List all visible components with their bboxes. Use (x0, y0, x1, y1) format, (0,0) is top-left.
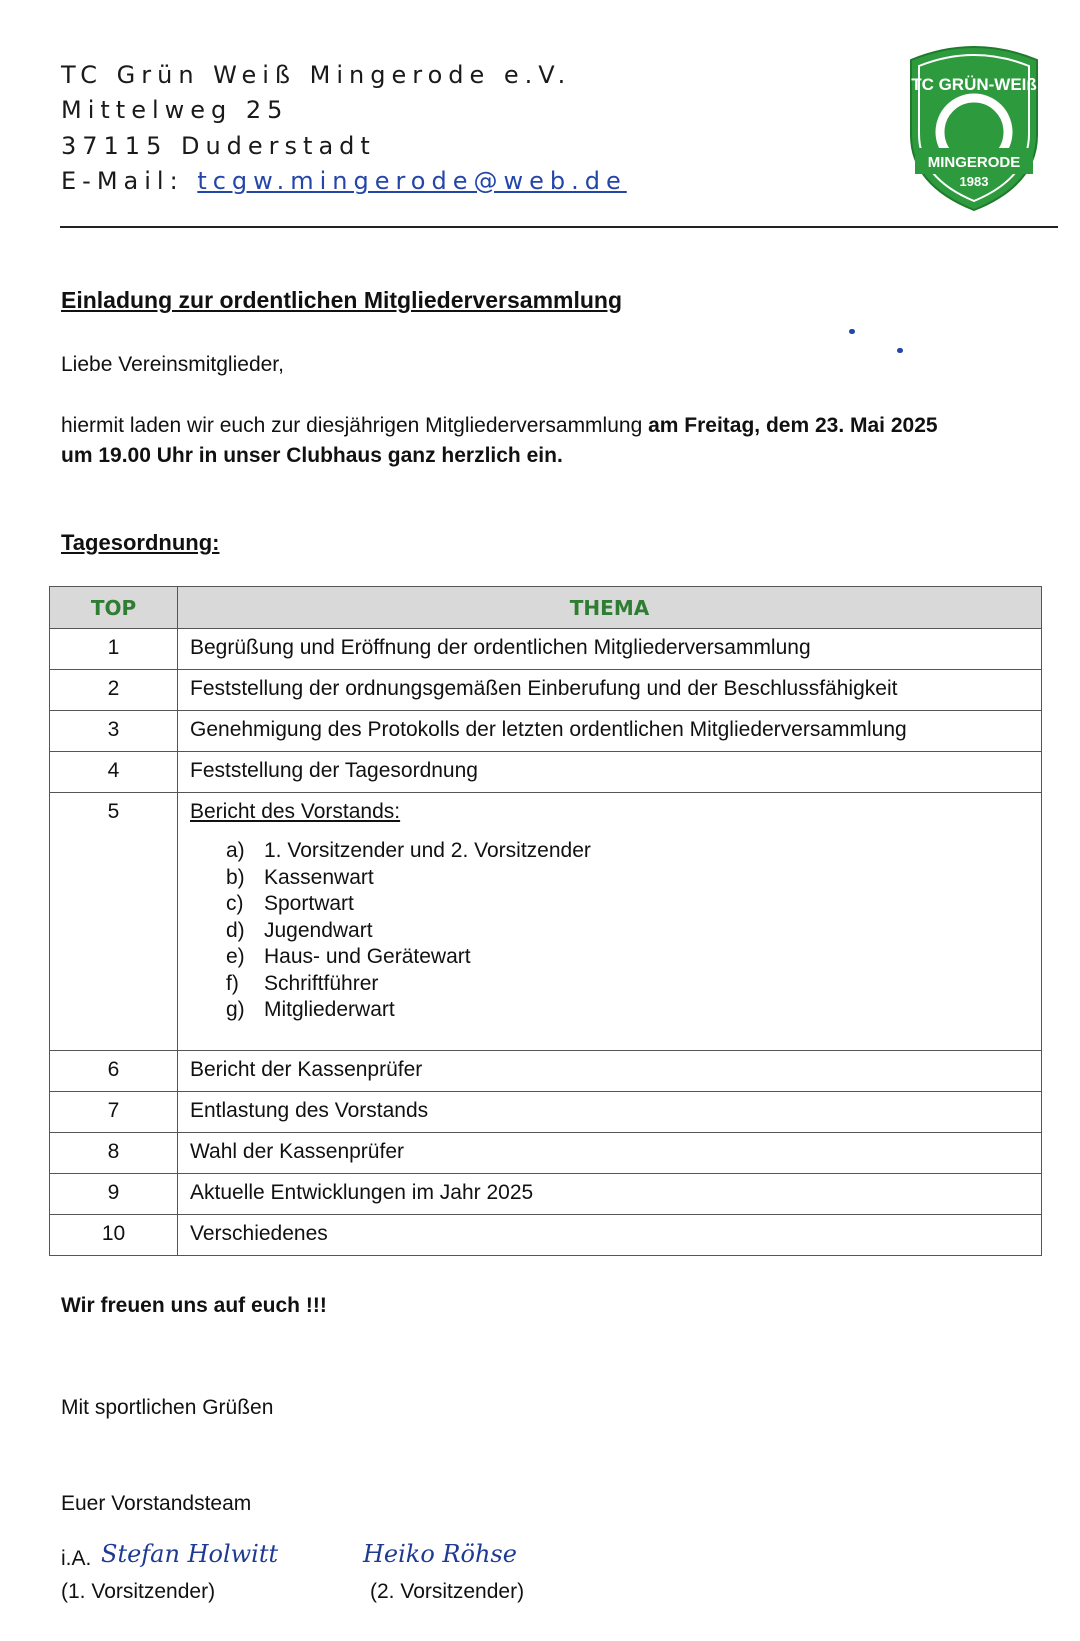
list-item: d) Jugendwart (226, 918, 373, 942)
top-topic: Bericht der Kassenprüfer (178, 1051, 1042, 1092)
top-number: 4 (50, 752, 178, 793)
table-row (50, 1174, 1042, 1215)
table-row (50, 1092, 1042, 1133)
list-item: g) Mitgliederwart (226, 998, 395, 1021)
top-topic: Entlastung des Vorstands (178, 1092, 1042, 1133)
table-row (50, 752, 1042, 793)
top-number: 9 (50, 1174, 178, 1215)
salutation: Liebe Vereinsmitglieder, (61, 353, 284, 376)
top-topic: Verschiedenes (178, 1215, 1042, 1256)
logo-year: 1983 (959, 174, 989, 189)
club-name: TC Grün Weiß Mingerode e.V. (61, 61, 572, 89)
column-header-topic: THEMA (178, 587, 1042, 629)
top-topic: Feststellung der Tagesordnung (178, 752, 1042, 793)
list-item: f) Schriftführer (226, 971, 379, 995)
top-topic: Wahl der Kassenprüfer (178, 1133, 1042, 1174)
table-header-row (50, 587, 1042, 629)
email-link[interactable]: tcgw.mingerode@web.de (197, 167, 627, 195)
intro-time-place: um 19.00 Uhr in unser Clubhaus ganz herzlich ein. (61, 444, 563, 467)
top-number: 3 (50, 711, 178, 752)
logo-top-text: TC GRÜN-WEIß (911, 75, 1037, 94)
ia-label: i.A. (61, 1547, 92, 1570)
role-second-chair: (2. Vorsitzender) (370, 1580, 525, 1603)
top-number: 8 (50, 1133, 178, 1174)
top-topic: Bericht des Vorstands: (190, 800, 401, 823)
table-row (50, 1215, 1042, 1256)
table-row (50, 711, 1042, 752)
top-topic: Aktuelle Entwicklungen im Jahr 2025 (178, 1174, 1042, 1215)
club-logo (905, 40, 1043, 212)
table-row (50, 629, 1042, 670)
list-item: e) Haus- und Gerätewart (226, 945, 471, 968)
column-header-top: TOP (50, 587, 178, 629)
intro-text: hiermit laden wir euch zur diesjährigen Mitgliederversammlung (61, 414, 649, 437)
closing-team: Euer Vorstandsteam (61, 1492, 252, 1515)
top-number: 10 (50, 1215, 178, 1256)
agenda-table (49, 586, 1042, 1256)
top-number: 1 (50, 629, 178, 670)
top-topic-report (178, 793, 1042, 1051)
club-street: Mittelweg 25 (61, 96, 289, 124)
top-number: 2 (50, 670, 178, 711)
letter-title: Einladung zur ordentlichen Mitgliederversammlung (61, 287, 623, 313)
top-number: 6 (50, 1051, 178, 1092)
top-topic: Begrüßung und Eröffnung der ordentlichen Mitgliederversammlung (178, 629, 1042, 670)
role-first-chair: (1. Vorsitzender) (61, 1580, 216, 1603)
signature-first-chair: Stefan Holwitt (101, 1540, 279, 1568)
top-number: 5 (50, 793, 178, 1051)
table-row (50, 670, 1042, 711)
ink-dot (849, 329, 855, 334)
top-topic: Genehmigung des Protokolls der letzten ordentlichen Mitgliederversammlung (178, 711, 1042, 752)
signature-second-chair: Heiko Röhse (363, 1540, 517, 1568)
top-topic: Feststellung der ordnungsgemäßen Einberufung und der Beschlussfähigkeit (178, 670, 1042, 711)
report-sublist (226, 838, 1041, 1024)
header-divider (60, 226, 1058, 228)
email-label: E-Mail: (61, 167, 184, 195)
ink-dot (897, 348, 903, 353)
table-row (50, 1051, 1042, 1092)
closing-cheer: Wir freuen uns auf euch !!! (61, 1294, 327, 1317)
closing-greeting: Mit sportlichen Grüßen (61, 1396, 274, 1419)
table-row (50, 1133, 1042, 1174)
agenda-heading: Tagesordnung: (61, 530, 220, 555)
list-item: c) Sportwart (226, 892, 354, 915)
intro-date: am Freitag, dem 23. Mai 2025 (648, 414, 938, 437)
logo-bottom-text: MINGERODE (927, 154, 1021, 171)
email-line (61, 166, 627, 196)
table-row (50, 793, 1042, 1051)
club-city: 37115 Duderstadt (61, 132, 376, 160)
list-item: b) Kassenwart (226, 865, 374, 889)
intro-paragraph (61, 411, 938, 471)
list-item: a) 1. Vorsitzender und 2. Vorsitzender (226, 839, 591, 862)
top-number: 7 (50, 1092, 178, 1133)
